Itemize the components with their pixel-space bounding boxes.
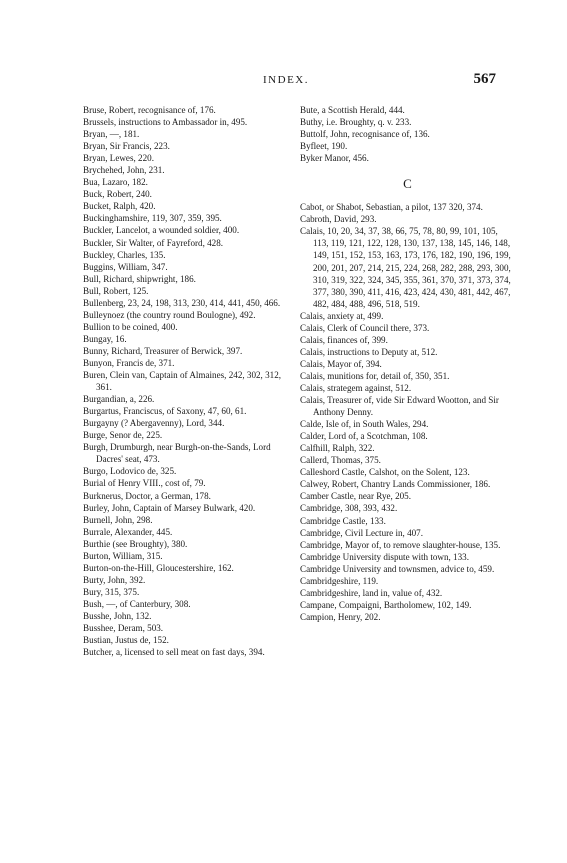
index-entry: Cambridge, Civil Lecture in, 407.	[300, 527, 423, 538]
index-entry: Calais, Clerk of Council there, 373.	[300, 322, 430, 333]
index-entry: Calais, Mayor of, 394.	[300, 358, 382, 369]
index-entry: Calwey, Robert, Chantry Lands Commissioner, 186.	[300, 479, 491, 490]
page-header	[80, 71, 496, 91]
page-number: 567	[473, 71, 496, 87]
index-entry: Burrale, Alexander, 445.	[83, 526, 173, 537]
index-entry: Bryan, Sir Francis, 223.	[83, 141, 170, 152]
index-entry: Bull, Richard, shipwright, 186.	[83, 273, 196, 284]
section-letter-heading: C	[403, 176, 412, 192]
index-entry: Cambridge Castle, 133.	[300, 515, 386, 526]
index-entry: Burknerus, Doctor, a German, 178.	[83, 490, 211, 501]
index-entry: Cambridge University dispute with town, 133.	[300, 551, 469, 562]
index-entry: Brychehed, John, 231.	[83, 165, 165, 176]
index-entry: Bucket, Ralph, 420.	[83, 201, 156, 212]
page-title: INDEX.	[263, 74, 309, 86]
index-entry: Cambridgeshire, land in, value of, 432.	[300, 587, 443, 598]
index-entry: Campane, Compaigni, Bartholomew, 102, 149.	[300, 599, 472, 610]
index-entry: Byfleet, 190.	[300, 141, 348, 152]
index-entry: Cambridge, 308, 393, 432.	[300, 503, 398, 514]
index-entry: Buckler, Sir Walter, of Fayreford, 428.	[83, 237, 224, 248]
index-column-right	[300, 104, 515, 623]
index-entry: Calde, Isle of, in South Wales, 294.	[300, 419, 429, 430]
index-entry: Bullenberg, 23, 24, 198, 313, 230, 414, 441, 450, 466.	[83, 297, 281, 308]
index-entry: Calais, strategem against, 512.	[300, 382, 412, 393]
index-entry: Burgartus, Franciscus, of Saxony, 47, 60, 61.	[83, 406, 247, 417]
index-entry: Burley, John, Captain of Marsey Bulwark, 420.	[83, 502, 256, 513]
index-entry: Buckinghamshire, 119, 307, 359, 395.	[83, 213, 222, 224]
index-entry: Burton-on-the-Hill, Gloucestershire, 162.	[83, 562, 234, 573]
index-entry: Buggins, William, 347.	[83, 261, 168, 272]
index-entries-b	[300, 104, 515, 164]
index-entry: Calleshord Castle, Calshot, on the Solent, 123.	[300, 467, 470, 478]
index-entry: Bullion to be coined, 400.	[83, 321, 178, 332]
index-entry: Burgh, Drumburgh, near Burgh-on-the-Sands, Lord Dacres' seat, 473.	[83, 442, 271, 465]
index-entry: Bute, a Scottish Herald, 444.	[300, 105, 405, 115]
index-entry: Callerd, Thomas, 375.	[300, 455, 381, 466]
index-entry: Campion, Henry, 202.	[300, 611, 381, 622]
index-entry: Byker Manor, 456.	[300, 153, 369, 164]
index-entry: Calais, anxiety at, 499.	[300, 310, 384, 321]
index-entry: Busshe, John, 132.	[83, 610, 152, 621]
index-entry: Burthie (see Broughty), 380.	[83, 538, 188, 549]
index-entry: Calais, Treasurer of, vide Sir Edward Wootton, and Sir Anthony Denny.	[300, 395, 499, 418]
index-entry: Cabot, or Shabot, Sebastian, a pilot, 137 320, 374.	[300, 202, 483, 213]
index-entry: Cambridge, Mayor of, to remove slaughter-house, 135.	[300, 539, 501, 550]
index-entry: Burnell, John, 298.	[83, 514, 153, 525]
index-entry: Burial of Henry VIII., cost of, 79.	[83, 478, 206, 489]
index-entry: Cabroth, David, 293.	[300, 214, 377, 225]
index-entry: Bruse, Robert, recognisance of, 176.	[83, 105, 216, 115]
index-column-left	[83, 104, 283, 658]
index-entry: Bryan, —, 181.	[83, 129, 140, 140]
index-entry: Burge, Senor de, 225.	[83, 430, 163, 441]
index-entry: Calais, 10, 20, 34, 37, 38, 66, 75, 78, 80, 99, 101, 105, 113, 119, 121, 122, 128, 130, 137, 138, 145, 146, 148, 149, 151, 152, 153, 163, 173, 176, 182, 190, 196, 199, 200, 201, 207, 214, 215, 224, 268, 282, 288, 293, 300, 310, 319, 322, 324, 345, 355, 361, 370, 371, 373, 374, 377, 380, 390, 411, 416, 423, 424, 430, 481, 442, 467, 482, 484, 488, 496, 518, 519.	[300, 226, 511, 309]
index-entry: Calais, finances of, 399.	[300, 334, 388, 345]
index-entry: Brussels, instructions to Ambassador in, 495.	[83, 117, 248, 128]
index-entry: Calais, munitions for, detail of, 350, 351.	[300, 370, 450, 381]
index-entry: Bush, —, of Canterbury, 308.	[83, 598, 191, 609]
index-entry: Buren, Clein van, Captain of Almaines, 242, 302, 312, 361.	[83, 370, 282, 393]
index-entry: Bulleynoez (the country round Boulogne), 492.	[83, 309, 256, 320]
index-entry: Butcher, a, licensed to sell meat on fast days, 394.	[83, 647, 265, 658]
index-entry: Burty, John, 392.	[83, 574, 146, 585]
index-entry: Cambridge University and townsmen, advice to, 459.	[300, 563, 495, 574]
index-entry: Buck, Robert, 240.	[83, 189, 152, 200]
index-entry: Burgandian, a, 226.	[83, 394, 155, 405]
index-entry: Bua, Lazaro, 182.	[83, 177, 148, 188]
index-entry: Buttolf, John, recognisance of, 136.	[300, 129, 430, 140]
index-entry: Calfhill, Ralph, 322.	[300, 443, 375, 454]
index-entry: Bull, Robert, 125.	[83, 285, 149, 296]
index-entry: Calais, instructions to Deputy at, 512.	[300, 346, 438, 357]
index-entry: Buckler, Lancelot, a wounded soldier, 400.	[83, 225, 240, 236]
index-entry: Busshee, Deram, 503.	[83, 623, 164, 634]
index-entries-c	[300, 201, 515, 623]
index-entry: Bury, 315, 375.	[83, 586, 140, 597]
index-entry: Bunyon, Francis de, 371.	[83, 357, 175, 368]
index-entry: Burgayny (? Abergavenny), Lord, 344.	[83, 418, 225, 429]
index-entry: Bryan, Lewes, 220.	[83, 153, 154, 164]
index-entry: Bustian, Justus de, 152.	[83, 635, 169, 646]
index-entry: Cambridgeshire, 119.	[300, 575, 379, 586]
index-entry: Buthy, i.e. Broughty, q. v. 233.	[300, 117, 412, 128]
index-entry: Buckley, Charles, 135.	[83, 249, 166, 260]
index-entry: Calder, Lord of, a Scotchman, 108.	[300, 431, 428, 442]
index-entry: Bungay, 16.	[83, 333, 127, 344]
index-entry: Burgo, Lodovico de, 325.	[83, 466, 177, 477]
index-entry: Burton, William, 315.	[83, 550, 163, 561]
index-entry: Camber Castle, near Rye, 205.	[300, 491, 412, 502]
index-entry: Bunny, Richard, Treasurer of Berwick, 397.	[83, 345, 243, 356]
